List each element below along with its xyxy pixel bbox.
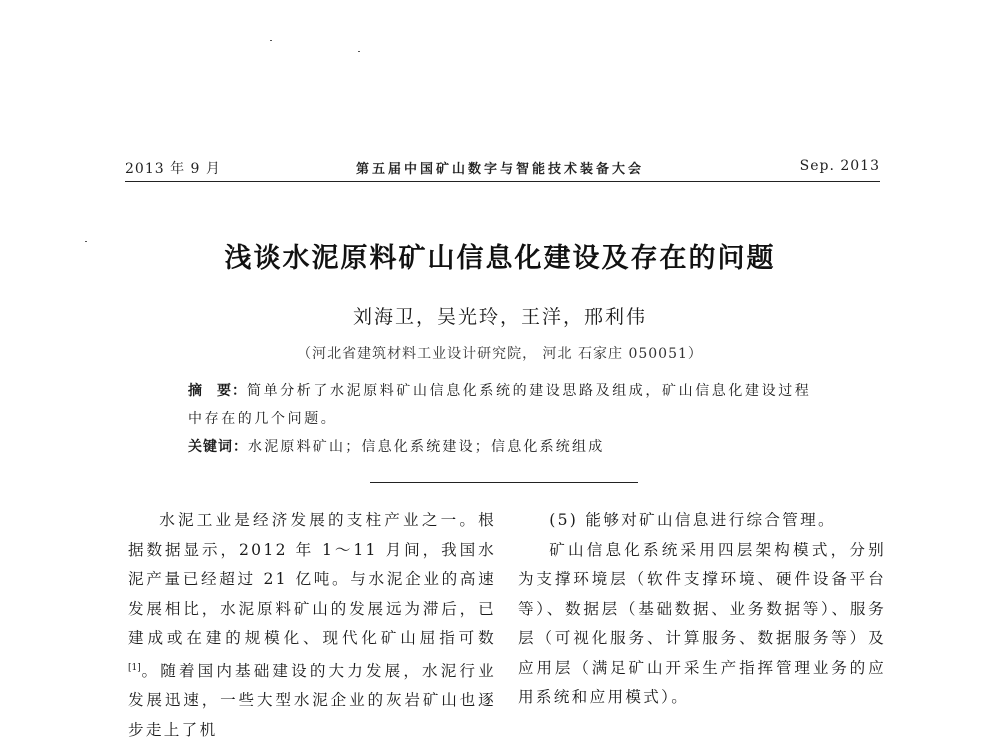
body-paragraph: 矿山信息化系统采用四层架构模式，分别为支撑环境层（软件支撑环境、硬件设备平台等）、数据层（基础数据、业务数据等）、服务层（可视化服务、计算服务、数据服务等）及应用层（满足矿山开采生产指挥管理业务的应用系统和应用模式）。 — [518, 540, 886, 706]
body-paragraph — [128, 506, 496, 745]
paragraph-text: 水泥工业是经济发展的支柱产业之一。根据数据显示，2012 年 1～11 月间，我国水泥产量已经超过 21 亿吨。与水泥企业的高速发展相比，水泥原料矿山的发展远为滞后，已建成或在建的规模化、现代化矿山屈指可数 — [128, 511, 496, 647]
list-item-5: (5) 能够对矿山信息进行综合管理。 — [549, 511, 836, 529]
citation-ref: [1] — [128, 662, 141, 673]
keywords-label: 关键词： — [188, 439, 248, 455]
section-divider — [370, 482, 638, 483]
keywords-text: 水泥原料矿山；信息化系统建设；信息化系统组成 — [248, 439, 605, 455]
paragraph-text: 。随着国内基础建设的大力发展，水泥行业发展迅速，一些大型水泥企业的灰岩矿山也逐步走上了机 — [128, 661, 496, 739]
paper-affiliation: （河北省建筑材料工业设计研究院， 河北 石家庄 050051） — [297, 346, 703, 362]
paper-authors: 刘海卫，吴光玲，王洋，邢利伟 — [352, 306, 647, 328]
abstract-text: 简单分析了水泥原料矿山信息化系统的建设思路及组成，矿山信息化建设过程中存在的几个问题。 — [188, 383, 812, 427]
scan-speck — [358, 51, 360, 52]
paper-title: 浅谈水泥原料矿山信息化建设及存在的问题 — [224, 243, 776, 274]
abstract-label-2: 要： — [217, 383, 247, 399]
keywords — [188, 433, 818, 461]
running-header-date-en: Sep. 2013 — [799, 158, 880, 174]
body-column-right — [518, 506, 886, 713]
scan-speck — [270, 40, 272, 41]
running-header-date-cn: 2013 年 9 月 — [125, 161, 221, 177]
header-rule — [125, 181, 880, 182]
abstract — [188, 377, 818, 433]
abstract-label: 摘 — [188, 383, 203, 399]
body-column-left — [128, 506, 496, 745]
running-header-conference: 第五届中国矿山数字与智能技术装备大会 — [355, 162, 644, 177]
